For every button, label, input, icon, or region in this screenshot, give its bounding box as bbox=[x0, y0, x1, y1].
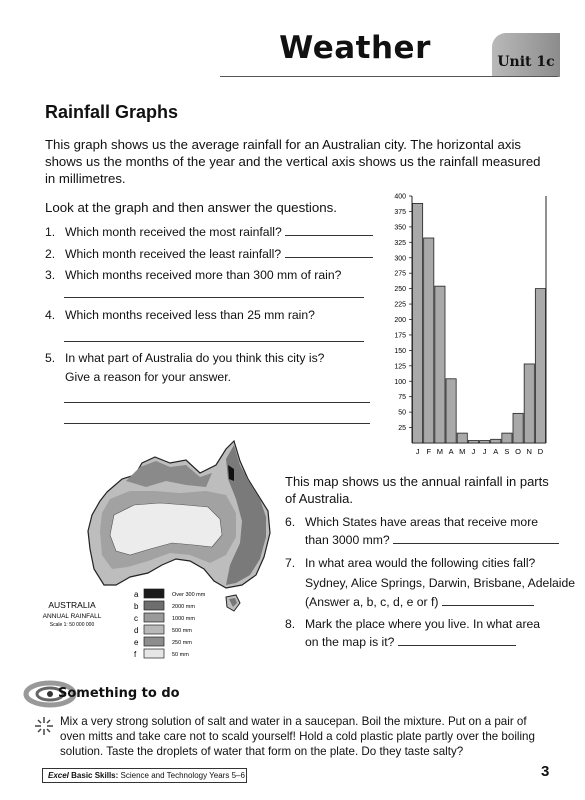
section-title: Rainfall Graphs bbox=[45, 102, 179, 122]
question-3 bbox=[45, 267, 375, 283]
answer-line[interactable] bbox=[64, 402, 370, 403]
map-legend bbox=[134, 589, 206, 659]
answer-line[interactable] bbox=[442, 594, 534, 606]
rainfall-bar-chart bbox=[368, 188, 550, 460]
question-number: 5. bbox=[45, 351, 56, 365]
x-tick-label: J bbox=[471, 447, 476, 456]
activity-text: Mix a very strong solution of salt and water in a saucepan. Boil the mixture. Put on a pair of oven mitts and take care not to scald yourself! Hold a cold plastic plate partly over the boiling solution. Taste the droplets of water that form on the plate. Do they taste salty? bbox=[60, 715, 535, 758]
bar-11 bbox=[535, 289, 545, 443]
x-tick-label: D bbox=[537, 447, 544, 456]
question-text: Which months received less than 25 mm rain? bbox=[65, 308, 315, 322]
question-number: 2. bbox=[45, 247, 56, 261]
bar-0 bbox=[413, 203, 423, 443]
question-text-content: than 3000 mm? bbox=[305, 533, 390, 547]
legend-label: Over 300 mm bbox=[172, 592, 206, 598]
bar-7 bbox=[491, 439, 501, 443]
answer-line[interactable] bbox=[398, 634, 516, 646]
map-subtitle: ANNUAL RAINFALL bbox=[42, 613, 102, 620]
y-tick-label: 375 bbox=[394, 208, 406, 216]
legend-swatch bbox=[144, 625, 164, 634]
answer-line[interactable] bbox=[64, 297, 364, 298]
question-text-line2 bbox=[305, 634, 516, 650]
question-text: Which months received more than 300 mm of rain? bbox=[65, 268, 342, 282]
legend-swatch bbox=[144, 589, 164, 598]
legend-swatch bbox=[144, 637, 164, 646]
question-text: Which States have areas that receive more bbox=[305, 515, 539, 529]
legend-swatch bbox=[144, 601, 164, 610]
footer-credit bbox=[42, 768, 247, 783]
map-scale: Scale 1: 50 000 000 bbox=[49, 622, 95, 628]
answer-line[interactable] bbox=[64, 341, 364, 342]
y-tick-label: 300 bbox=[394, 255, 406, 263]
x-tick-label: S bbox=[504, 447, 510, 456]
question-text-line3 bbox=[305, 594, 534, 610]
bar-6 bbox=[480, 441, 490, 443]
y-tick-label: 275 bbox=[394, 270, 406, 278]
question-text bbox=[65, 246, 373, 262]
question-text-line2: Give a reason for your answer. bbox=[65, 370, 231, 384]
legend-key: c bbox=[134, 614, 138, 623]
y-tick-label: 50 bbox=[398, 409, 406, 417]
x-tick-label: A bbox=[448, 447, 454, 456]
sparkle-icon bbox=[34, 716, 54, 736]
question-text-content: (Answer a, b, c, d, e or f) bbox=[305, 595, 439, 609]
question-number: 1. bbox=[45, 225, 56, 239]
question-text: In what part of Australia do you think this city is? bbox=[65, 351, 325, 365]
question-8 bbox=[285, 616, 565, 652]
question-7 bbox=[285, 555, 576, 611]
question-number: 6. bbox=[285, 515, 296, 529]
legend-label: 250 mm bbox=[172, 640, 192, 646]
title-rule bbox=[220, 76, 558, 77]
question-5 bbox=[45, 350, 375, 384]
bar-2 bbox=[435, 286, 445, 443]
y-tick-label: 150 bbox=[394, 347, 406, 355]
answer-line[interactable] bbox=[285, 224, 373, 236]
intro-paragraph: This graph shows us the average rainfall for an Australian city. The horizontal axis shows us the months of the year and the vertical axis shows us the rainfall measured in millimetres. bbox=[45, 137, 541, 186]
question-text-line2: Sydney, Alice Springs, Darwin, Brisbane, Adelaide bbox=[305, 576, 576, 590]
y-tick-label: 350 bbox=[394, 224, 406, 232]
question-number: 7. bbox=[285, 556, 296, 570]
page-number: 3 bbox=[541, 763, 550, 780]
bar-3 bbox=[446, 379, 456, 443]
y-tick-label: 225 bbox=[394, 301, 406, 309]
legend-key: b bbox=[134, 602, 139, 611]
x-tick-label: A bbox=[493, 447, 499, 456]
activity-heading: Something to do bbox=[58, 686, 180, 701]
question-number: 4. bbox=[45, 308, 56, 322]
bar-5 bbox=[468, 441, 478, 443]
y-tick-label: 250 bbox=[394, 286, 406, 294]
legend-label: 1000 mm bbox=[172, 616, 195, 622]
x-tick-label: J bbox=[482, 447, 487, 456]
bar-9 bbox=[513, 413, 523, 443]
question-text: In what area would the following cities fall? bbox=[305, 556, 536, 570]
x-tick-label: F bbox=[426, 447, 432, 456]
legend-swatch bbox=[144, 613, 164, 622]
question-text-content: on the map is it? bbox=[305, 635, 395, 649]
page-title: Weather bbox=[279, 30, 431, 66]
y-tick-label: 75 bbox=[398, 394, 406, 402]
question-text-line2 bbox=[305, 532, 559, 548]
answer-line[interactable] bbox=[64, 423, 370, 424]
question-text bbox=[65, 224, 373, 240]
y-tick-label: 200 bbox=[394, 317, 406, 324]
x-tick-label: M bbox=[436, 447, 444, 456]
footer-series: Basic Skills: bbox=[71, 771, 119, 780]
footer-brand: Excel bbox=[48, 771, 69, 780]
legend-label: 500 mm bbox=[172, 628, 192, 634]
question-number: 3. bbox=[45, 268, 56, 282]
map-title: AUSTRALIA bbox=[48, 600, 96, 610]
x-tick-label: O bbox=[515, 447, 522, 456]
y-tick-label: 175 bbox=[394, 332, 406, 340]
legend-key: d bbox=[134, 626, 139, 635]
answer-line[interactable] bbox=[393, 532, 559, 544]
legend-swatch bbox=[144, 649, 164, 658]
footer-subject: Science and Technology Years 5–6 bbox=[120, 771, 245, 780]
question-number: 8. bbox=[285, 617, 296, 631]
y-tick-label: 400 bbox=[394, 193, 406, 201]
bar-1 bbox=[424, 238, 434, 443]
question-4 bbox=[45, 307, 375, 323]
instruction-text: Look at the graph and then answer the questions. bbox=[45, 200, 337, 215]
x-tick-label: M bbox=[459, 447, 466, 456]
y-tick-label: 25 bbox=[398, 425, 406, 433]
y-tick-label: 100 bbox=[394, 378, 406, 386]
legend-key: e bbox=[134, 638, 139, 647]
legend-key: f bbox=[134, 650, 137, 659]
x-tick-label: J bbox=[415, 447, 420, 456]
question-text: Mark the place where you live. In what area bbox=[305, 617, 541, 631]
answer-line[interactable] bbox=[285, 246, 373, 258]
legend-label: 2000 mm bbox=[172, 604, 195, 610]
bar-8 bbox=[502, 433, 512, 443]
unit-tab bbox=[492, 33, 560, 77]
unit-label: Unit 1c bbox=[497, 54, 555, 70]
y-tick-label: 325 bbox=[394, 239, 406, 247]
map-intro: This map shows us the annual rainfall in parts of Australia. bbox=[285, 474, 549, 506]
bar-4 bbox=[457, 433, 467, 443]
australia-rainfall-map bbox=[30, 435, 285, 670]
legend-label: 50 mm bbox=[172, 652, 189, 658]
legend-key: a bbox=[134, 590, 139, 599]
question-2 bbox=[45, 246, 375, 262]
question-text-content: Which month received the most rainfall? bbox=[65, 225, 282, 239]
question-1 bbox=[45, 224, 375, 240]
question-6 bbox=[285, 514, 565, 550]
bar-10 bbox=[524, 364, 534, 443]
y-tick-label: 125 bbox=[394, 363, 406, 371]
x-tick-label: N bbox=[526, 447, 532, 456]
question-text-content: Which month received the least rainfall? bbox=[65, 247, 282, 261]
